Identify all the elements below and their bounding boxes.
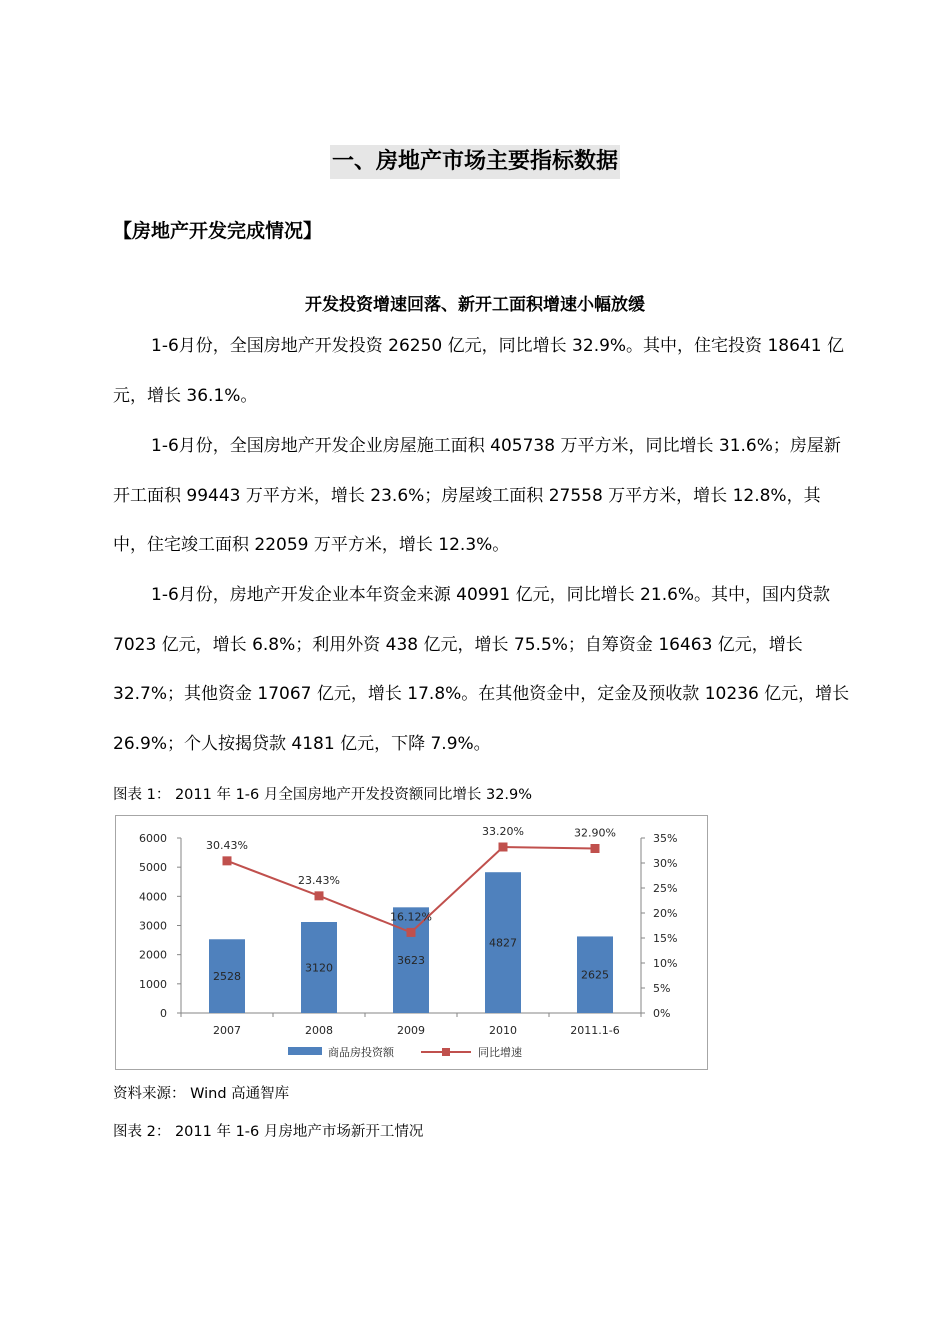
x-tick-label: 2007: [213, 1024, 241, 1037]
growth-point-2011.1-6: [591, 844, 600, 853]
right-tick-label: 10%: [653, 957, 678, 970]
legend-bar-label: 商品房投资额: [328, 1046, 394, 1059]
paragraph-area: 1-6月份，全国房地产开发企业房屋施工面积 405738 万平方米，同比增长 31.6%；房屋新开工面积 99443 万平方米，增长 23.6%；房屋竣工面积 27558 万平方米，增长 12.8%，其中，住宅竣工面积 22059 万平方米，增长 12.3%。: [113, 436, 841, 555]
right-tick-label: 0%: [653, 1007, 671, 1020]
growth-label: 23.43%: [298, 873, 340, 887]
left-tick-label: 4000: [139, 890, 167, 904]
right-tick-label: 25%: [653, 882, 678, 895]
x-tick-label: 2009: [397, 1024, 425, 1037]
legend-bar-swatch: [288, 1047, 322, 1055]
paragraph-investment: 1-6月份，全国房地产开发投资 26250 亿元，同比增长 32.9%。其中，住宅投资 18641 亿元，增长 36.1%。: [113, 336, 844, 406]
growth-point-2007: [223, 856, 232, 865]
right-tick-label: 5%: [653, 982, 671, 995]
right-tick-label: 20%: [653, 907, 678, 920]
x-tick-label: 2011.1-6: [570, 1024, 620, 1037]
growth-label: 33.20%: [482, 825, 524, 838]
left-tick-label: 3000: [139, 919, 167, 933]
bar-label: 4827: [489, 936, 517, 950]
growth-label: 32.90%: [574, 826, 616, 840]
figure1-caption: 图表 1： 2011 年 1-6 月全国房地产开发投资额同比增长 32.9%: [113, 787, 533, 803]
section-heading: 【房地产开发完成情况】: [113, 220, 323, 242]
investment-chart-svg: [116, 816, 709, 1071]
growth-label: 30.43%: [206, 838, 248, 852]
growth-label: 16.12%: [390, 910, 432, 924]
paragraph-funding: 1-6月份，房地产开发企业本年资金来源 40991 亿元，同比增长 21.6%。其中，国内贷款 7023 亿元，增长 6.8%；利用外资 438 亿元，增长 75.5%；自筹资金 16463 亿元，增长 32.7%；其他资金 17067 亿元，增长 17.8%。在其他资金中，定金及预收款 10236 亿元，增长 26.9%；个人按揭贷款 4181 亿元，下降 7.9%。: [113, 585, 850, 754]
bar-label: 3120: [305, 961, 333, 975]
left-tick-label: 0: [160, 1007, 167, 1020]
x-tick-label: 2010: [489, 1024, 517, 1037]
growth-point-2010: [499, 843, 508, 852]
right-tick-label: 30%: [653, 857, 678, 870]
left-tick-label: 2000: [139, 948, 167, 962]
legend-line-label: 同比增速: [478, 1046, 522, 1059]
page-title-text: 一、房地产市场主要指标数据: [330, 145, 620, 179]
right-tick-label: 35%: [653, 832, 678, 845]
growth-point-2008: [315, 891, 324, 900]
left-tick-label: 5000: [139, 861, 167, 875]
figure2-caption: 图表 2： 2011 年 1-6 月房地产市场新开工情况: [113, 1124, 424, 1140]
x-tick-label: 2008: [305, 1024, 333, 1037]
bar-label: 2528: [213, 970, 241, 984]
left-tick-label: 6000: [139, 832, 167, 845]
left-tick-label: 1000: [139, 977, 167, 991]
sub-heading: 开发投资增速回落、新开工面积增速小幅放缓: [305, 295, 645, 315]
investment-chart: [115, 815, 708, 1070]
growth-point-2009: [407, 928, 416, 937]
bar-label: 3623: [397, 954, 425, 968]
legend-line-marker: [442, 1048, 450, 1056]
source-note: 资料来源： Wind 高通智库: [113, 1086, 290, 1102]
bar-label: 2625: [581, 968, 609, 982]
page-title: [0, 145, 950, 179]
right-tick-label: 15%: [653, 932, 678, 945]
